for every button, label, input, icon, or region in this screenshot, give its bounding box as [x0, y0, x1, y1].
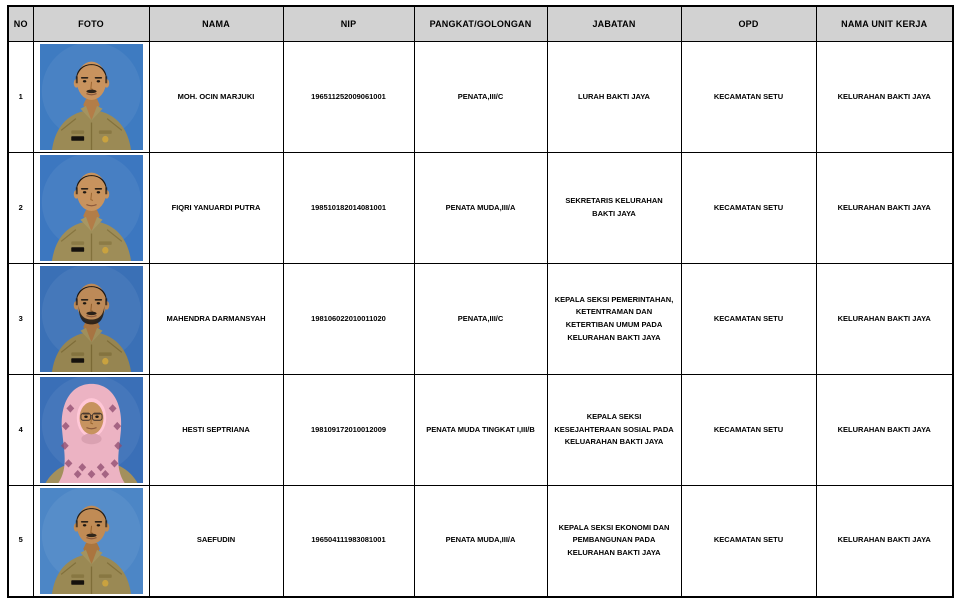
- cell-no: 1: [8, 42, 33, 153]
- employee-photo: [40, 488, 143, 594]
- employee-photo: [40, 44, 143, 150]
- cell-jabatan: KEPALA SEKSI EKONOMI DAN PEMBANGUNAN PADA KELURAHAN BAKTI JAYA: [547, 486, 681, 597]
- cell-nama: SAEFUDIN: [149, 486, 283, 597]
- cell-no: 4: [8, 375, 33, 486]
- cell-unit: KELURAHAN BAKTI JAYA: [816, 264, 953, 375]
- cell-opd: KECAMATAN SETU: [681, 486, 816, 597]
- cell-opd: KECAMATAN SETU: [681, 375, 816, 486]
- cell-no: 2: [8, 153, 33, 264]
- employee-table: [7, 5, 954, 598]
- cell-foto: [33, 375, 149, 486]
- cell-nama: FIQRI YANUARDI PUTRA: [149, 153, 283, 264]
- cell-jabatan: SEKRETARIS KELURAHAN BAKTI JAYA: [547, 153, 681, 264]
- employee-photo: [40, 266, 143, 372]
- employee-photo: [40, 377, 143, 483]
- cell-foto: [33, 153, 149, 264]
- cell-opd: KECAMATAN SETU: [681, 153, 816, 264]
- cell-pangkat: PENATA,III/C: [414, 264, 547, 375]
- cell-nip: 198510182014081001: [283, 153, 414, 264]
- cell-foto: [33, 264, 149, 375]
- cell-nip: 196511252009061001: [283, 42, 414, 153]
- table-row: [8, 264, 953, 375]
- cell-unit: KELURAHAN BAKTI JAYA: [816, 486, 953, 597]
- cell-unit: KELURAHAN BAKTI JAYA: [816, 375, 953, 486]
- cell-pangkat: PENATA MUDA TINGKAT I,III/B: [414, 375, 547, 486]
- col-header-opd: OPD: [681, 6, 816, 42]
- cell-nip: 196504111983081001: [283, 486, 414, 597]
- cell-nama: HESTI SEPTRIANA: [149, 375, 283, 486]
- col-header-pangkat: PANGKAT/GOLONGAN: [414, 6, 547, 42]
- col-header-foto: FOTO: [33, 6, 149, 42]
- table-row: [8, 375, 953, 486]
- col-header-jabatan: JABATAN: [547, 6, 681, 42]
- cell-foto: [33, 42, 149, 153]
- col-header-unit: NAMA UNIT KERJA: [816, 6, 953, 42]
- cell-nip: 198109172010012009: [283, 375, 414, 486]
- cell-no: 3: [8, 264, 33, 375]
- cell-jabatan: LURAH BAKTI JAYA: [547, 42, 681, 153]
- cell-pangkat: PENATA MUDA,III/A: [414, 486, 547, 597]
- table-row: [8, 486, 953, 597]
- cell-no: 5: [8, 486, 33, 597]
- cell-pangkat: PENATA MUDA,III/A: [414, 153, 547, 264]
- col-header-nama: NAMA: [149, 6, 283, 42]
- cell-nama: MAHENDRA DARMANSYAH: [149, 264, 283, 375]
- cell-opd: KECAMATAN SETU: [681, 42, 816, 153]
- table-row: [8, 153, 953, 264]
- cell-unit: KELURAHAN BAKTI JAYA: [816, 153, 953, 264]
- col-header-nip: NIP: [283, 6, 414, 42]
- cell-nama: MOH. OCIN MARJUKI: [149, 42, 283, 153]
- col-header-no: NO: [8, 6, 33, 42]
- employee-photo: [40, 155, 143, 261]
- cell-jabatan: KEPALA SEKSI KESEJAHTERAAN SOSIAL PADA KELUARAHAN BAKTI JAYA: [547, 375, 681, 486]
- cell-opd: KECAMATAN SETU: [681, 264, 816, 375]
- cell-foto: [33, 486, 149, 597]
- table-header-row: [8, 6, 953, 42]
- cell-pangkat: PENATA,III/C: [414, 42, 547, 153]
- cell-unit: KELURAHAN BAKTI JAYA: [816, 42, 953, 153]
- cell-jabatan: KEPALA SEKSI PEMERINTAHAN, KETENTRAMAN DAN KETERTIBAN UMUM PADA KELURAHAN BAKTI JAYA: [547, 264, 681, 375]
- cell-nip: 198106022010011020: [283, 264, 414, 375]
- table-row: [8, 42, 953, 153]
